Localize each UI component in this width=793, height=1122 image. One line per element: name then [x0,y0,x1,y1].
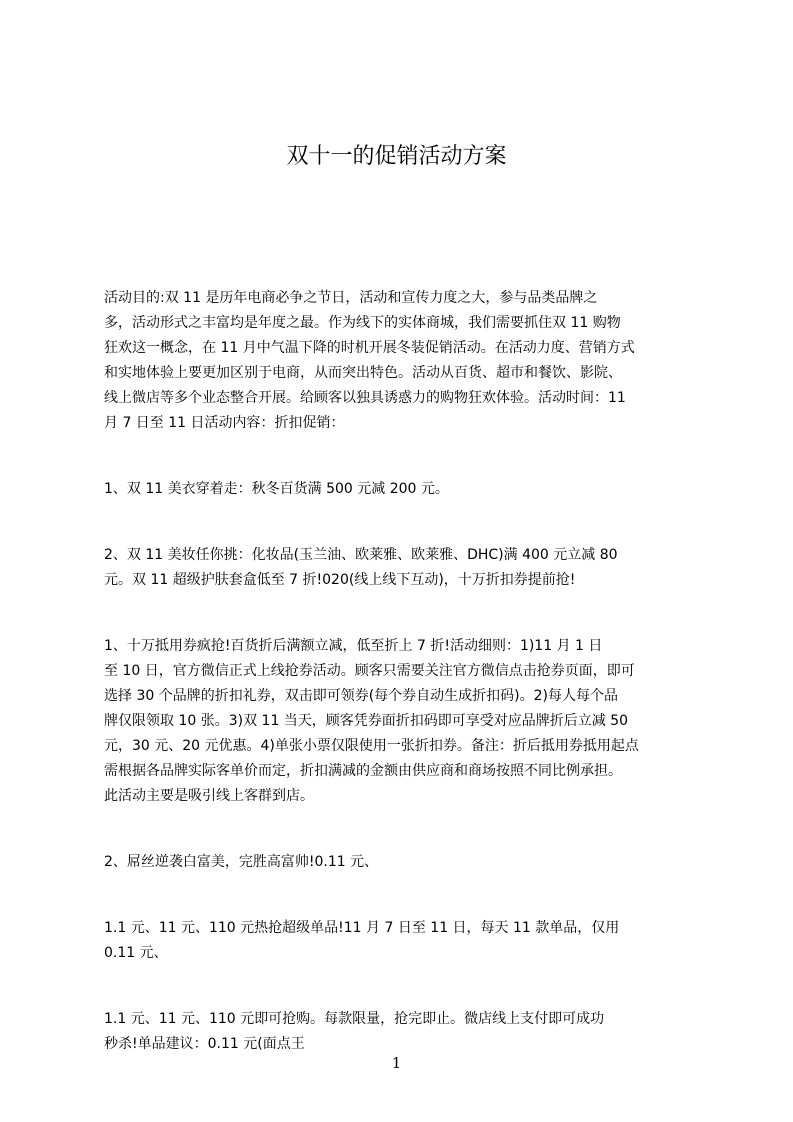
page-number: 1 [391,1054,402,1072]
text-line: 秒杀!单品建议：0.11 元(面点王 [104,1036,305,1052]
paragraph-flash-sale-rules [104,1007,700,1057]
text-line: 元。双 11 超级护肤套盒低至 7 折!020(线上线下互动)，十万折扣券提前抢! [104,572,576,588]
paragraph-flash-sale-heading [104,850,700,875]
text-line: 选择 30 个品牌的折扣礼券，双击即可领券(每个券自动生成折扣码)。2)每人每个品 [104,688,619,704]
paragraph-coupon-rush [104,634,700,809]
text-line: 1.1 元、11 元、110 元热抢超级单品!11 月 7 日至 11 日，每天 11 款单品，仅用 [104,920,620,936]
text-line: 线上微店等多个业态整合开展。给顾客以独具诱惑力的购物狂欢体验。活动时间：11 [104,390,626,406]
paragraph-cosmetics-promo [104,543,700,593]
text-line: 此活动主要是吸引线上客群到店。 [104,788,314,804]
document-body [104,286,700,1057]
text-line: 月 7 日至 11 日活动内容：折扣促销： [104,415,345,431]
paragraph-spacer [104,502,700,543]
text-line: 2、双 11 美妆任你挑：化妆品(玉兰油、欧莱雅、欧莱雅、DHC)满 400 元立减 80 [104,547,618,563]
text-line: 多，活动形式之丰富均是年度之最。作为线下的实体商城，我们需要抓住双 11 购物 [104,315,621,331]
paragraph-clothing-promo [104,477,700,502]
text-line: 0.11 元、 [104,945,168,961]
paragraph-spacer [104,966,700,1007]
text-line: 1.1 元、11 元、110 元即可抢购。每款限量，抢完即止。微店线上支付即可成功 [104,1011,605,1027]
text-line: 1、十万抵用券疯抢!百货折后满额立减，低至折上 7 折!活动细则：1)11 月 1 日 [104,638,603,654]
text-line: 元，30 元、20 元优惠。4)单张小票仅限使用一张折扣券。备注：折后抵用券抵用起点 [104,738,639,754]
paragraph-spacer [104,875,700,916]
paragraph-spacer [104,436,700,477]
paragraph-flash-sale-items [104,916,700,966]
text-line: 牌仅限领取 10 张。3)双 11 当天，顾客凭券面折扣码即可享受对应品牌折后立减 50 [104,713,629,729]
paragraph-activity-purpose [104,286,700,436]
text-line: 需根据各品牌实际客单价而定，折扣满减的金额由供应商和商场按照不同比例承担。 [104,763,622,779]
text-line: 1、双 11 美衣穿着走：秋冬百货满 500 元减 200 元。 [104,481,449,497]
text-line: 活动目的:双 11 是历年电商必争之节日，活动和宣传力度之大，参与品类品牌之 [104,290,598,306]
paragraph-spacer [104,809,700,850]
paragraph-spacer [104,593,700,634]
text-line: 狂欢这一概念，在 11 月中气温下降的时机开展冬装促销活动。在活动力度、营销方式 [104,340,635,356]
text-line: 和实地体验上要更加区别于电商，从而突出特色。活动从百货、超市和餐饮、影院、 [104,365,622,381]
document-title: 双十一的促销活动方案 [286,144,507,169]
text-line: 2、屌丝逆袭白富美，完胜高富帅!0.11 元、 [104,854,379,870]
text-line: 至 10 日，官方微信正式上线抢券活动。顾客只需要关注官方微信点击抢券页面，即可 [104,663,635,679]
